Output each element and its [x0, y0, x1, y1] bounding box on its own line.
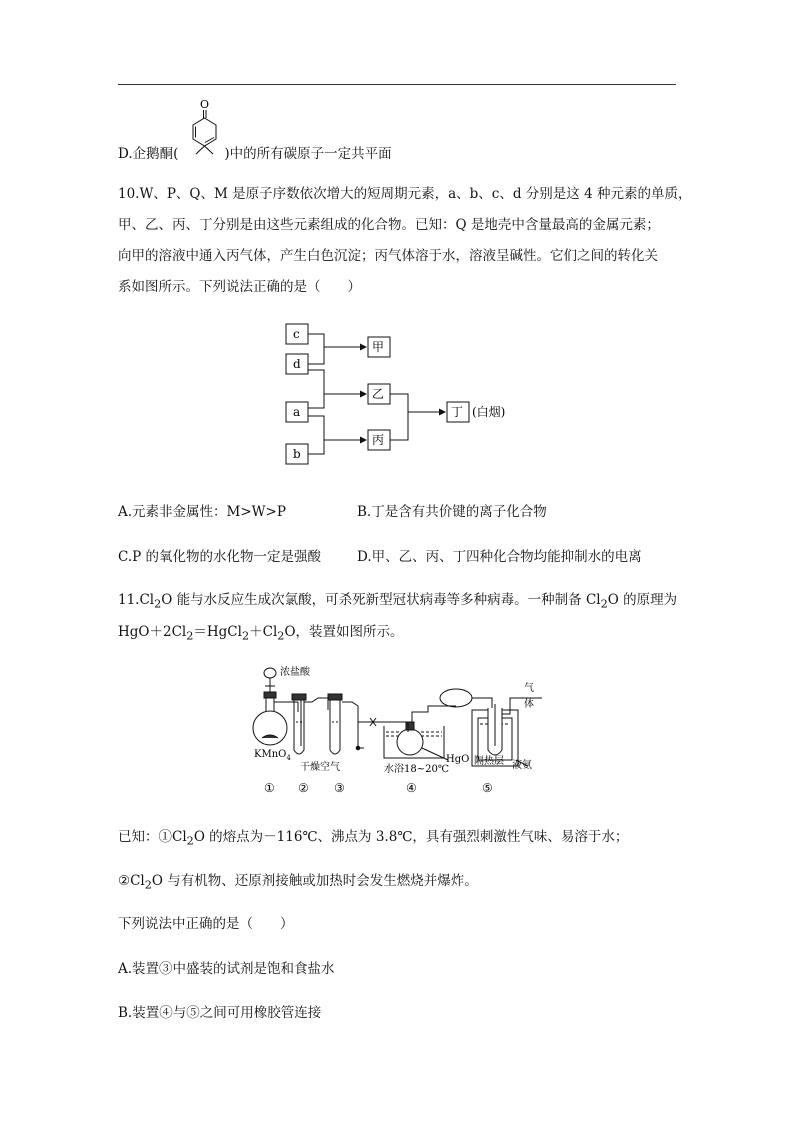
q10-option-c: C.P 的氧化物的水化物一定是强酸	[118, 549, 322, 565]
label-c: c	[293, 327, 300, 341]
q11-text: O 能与水反应生成次氯酸，可杀死新型冠状病毒等多种病毒。一种制备 Cl	[161, 592, 601, 608]
label-device-5: ⑤	[482, 781, 493, 795]
flask-4	[397, 729, 423, 755]
drying-bulb	[440, 689, 472, 707]
q11-equation	[118, 620, 404, 643]
q10-option-b: B.丁是含有共价键的离子化合物	[357, 504, 547, 520]
known-text: ②Cl	[118, 873, 145, 889]
q11-text: 11.Cl	[118, 592, 155, 608]
subscript: 2	[186, 629, 194, 643]
header-rule	[118, 84, 676, 85]
known-text: O 的熔点为－116℃、沸点为 3.8℃，具有强烈刺激性气味、易溶于水；	[193, 829, 629, 845]
q11-option-b: B.装置④与⑤之间可用橡胶管连接	[118, 1005, 322, 1021]
q11-ask: 下列说法中正确的是（ ）	[118, 916, 294, 932]
q11-known-1	[118, 825, 628, 848]
dropping-funnel	[264, 668, 276, 678]
label-dry-air: 干燥空气	[300, 762, 340, 773]
wash-tube-3	[330, 700, 340, 754]
label-conc-hcl: 浓盐酸	[280, 667, 310, 678]
subscript: 4	[286, 754, 291, 762]
label-bing: 丙	[372, 433, 385, 447]
q11-apparatus-diagram	[248, 662, 558, 798]
penguinone-structure	[176, 96, 232, 158]
q9d-suffix: )中的所有碳原子一定共平面	[224, 146, 392, 162]
subscript: 2	[186, 834, 194, 848]
eq-text: ＋Cl	[249, 624, 278, 640]
subscript: 2	[144, 878, 152, 892]
label-liquid-ammonia: 液氨	[512, 760, 532, 771]
label-insulation: 隔热层	[474, 756, 504, 767]
wash-tube-2	[294, 700, 304, 754]
q10-line-3: 向甲的溶液中通入丙气体，产生白色沉淀；丙气体溶于水，溶液呈碱性。它们之间的转化关	[118, 248, 658, 264]
label-device-3: ③	[334, 781, 345, 795]
q10-line-4: 系如图所示。下列说法正确的是（ ）	[118, 279, 361, 295]
q11-option-a: A.装置③中盛装的试剂是饱和食盐水	[118, 961, 335, 977]
q9-option-d	[118, 142, 392, 162]
oxygen-atom-label: O	[200, 98, 210, 111]
label-hgo: HgO	[446, 754, 470, 765]
label-d: d	[293, 357, 301, 371]
q10-line-1: 10.W、P、Q、M 是原子序数依次增大的短周期元素，a、b、c、d 分别是这 4 种元素的单质，	[118, 186, 692, 202]
label-ding: 丁	[451, 405, 464, 419]
eq-text: ＝HgCl	[193, 624, 242, 640]
label-device-1: ①	[264, 781, 275, 795]
kmno4-text: KMnO	[254, 749, 287, 760]
label-gas-2: 体	[524, 699, 534, 710]
q10-option-d: D.甲、乙、丙、丁四种化合物均能抑制水的电离	[357, 549, 642, 565]
q10-conversion-diagram	[280, 320, 520, 470]
q10-option-a: A.元素非金属性：M>W>P	[118, 504, 286, 520]
label-device-2: ②	[298, 781, 309, 795]
known-text: 已知：①Cl	[118, 829, 187, 845]
label-gas-1: 气	[524, 683, 534, 694]
eq-text: HgO＋2Cl	[118, 624, 187, 640]
subscript: 2	[241, 629, 250, 643]
q10-line-2: 甲、乙、丙、丁分别是由这些元素组成的化合物。已知：Q 是地壳中含量最高的金属元素；	[118, 217, 660, 233]
eq-text: O，装置如图所示。	[284, 624, 404, 640]
q11-text: O 的原理为	[607, 592, 678, 608]
q9d-prefix: D.企鹅酮(	[118, 146, 179, 162]
subscript: 2	[277, 629, 285, 643]
flask-1	[253, 711, 287, 745]
subscript: 2	[600, 597, 608, 611]
subscript: 2	[154, 597, 162, 611]
label-white-smoke: (白烟)	[472, 405, 506, 419]
q11-line-1	[118, 588, 677, 611]
q11-known-2	[118, 869, 478, 892]
label-water-bath: 水浴18~20℃	[384, 764, 450, 775]
label-device-4: ④	[406, 781, 417, 795]
label-jia: 甲	[372, 340, 385, 354]
label-a: a	[293, 405, 301, 419]
known-text: O 与有机物、还原剂接触或加热时会发生燃烧并爆炸。	[151, 873, 478, 889]
label-yi: 乙	[372, 387, 385, 401]
label-b: b	[293, 447, 301, 461]
label-kmno4	[254, 749, 291, 762]
